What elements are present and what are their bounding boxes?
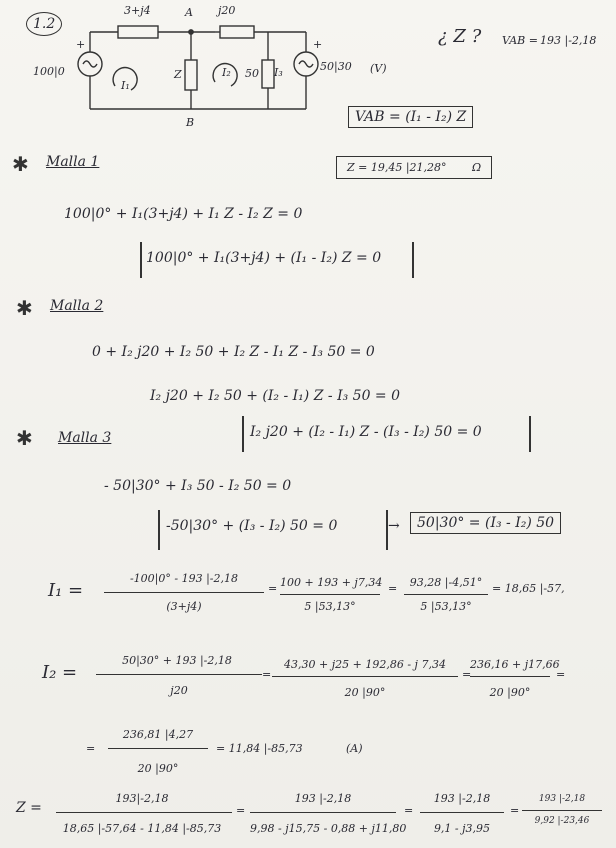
z-bar4 bbox=[522, 810, 602, 811]
mesh2-eq1: 0 + I₂ j20 + I₂ 50 + I₂ Z - I₁ Z - I₃ 50 = 0 bbox=[92, 344, 375, 360]
z-num1: 193|-2,18 bbox=[115, 792, 169, 805]
i1-result: = 18,65 |-57, bbox=[492, 582, 565, 595]
circuit-diagram bbox=[60, 4, 400, 114]
z-den4: 9,92 |-23,46 bbox=[534, 816, 590, 826]
z-bar3 bbox=[420, 812, 504, 813]
given-value: 193 |-2,18 bbox=[540, 34, 597, 47]
i1-bar2 bbox=[280, 594, 380, 595]
given-label: VAB = bbox=[502, 34, 538, 47]
mesh1-title: Malla 1 bbox=[46, 154, 100, 170]
z-result-box bbox=[336, 156, 492, 179]
vab-formula-box: VAB = (I₁ - I₂) Z bbox=[348, 106, 473, 128]
z-den3: 9,1 - j3,95 bbox=[433, 822, 491, 835]
source2-plus: + bbox=[313, 38, 323, 51]
i2-bar2 bbox=[272, 676, 458, 677]
source1-plus: + bbox=[76, 38, 86, 51]
i1-bar1 bbox=[104, 592, 264, 593]
i1-label-calc: I₁ = bbox=[48, 580, 84, 601]
mesh3-eq2: -50|30° + (I₃ - I₂) 50 = 0 bbox=[166, 518, 338, 534]
i1-bar3 bbox=[404, 594, 488, 595]
mesh1-eq2: 100|0° + I₁(3+j4) + (I₁ - I₂) Z = 0 bbox=[146, 250, 382, 266]
z-num3: 193 |-2,18 bbox=[433, 792, 491, 805]
z-bar1 bbox=[56, 812, 232, 813]
i1-num1: -100|0° - 193 |-2,18 bbox=[129, 572, 239, 585]
i2-den1: j20 bbox=[170, 684, 188, 697]
i2-bar1 bbox=[96, 674, 262, 675]
source2-label: 50|30 bbox=[320, 60, 352, 73]
mesh3-title: Malla 3 bbox=[58, 430, 112, 446]
i1-den2: 5 |53,13° bbox=[304, 600, 356, 613]
bullet-star-icon: ✱ bbox=[16, 426, 33, 450]
eq-sign: = bbox=[262, 668, 272, 681]
source2-unit: (V) bbox=[370, 62, 387, 75]
eq-sign: = bbox=[236, 804, 246, 817]
z-num4: 193 |-2,18 bbox=[538, 794, 586, 804]
eq-sign: = bbox=[86, 742, 96, 755]
i2-label: I₂ bbox=[222, 66, 231, 79]
node-a-label: A bbox=[185, 6, 193, 19]
eq-sign: = bbox=[268, 582, 278, 595]
i1-den1: (3+j4) bbox=[166, 600, 202, 613]
z-den2: 9,98 - j15,75 - 0,88 + j11,80 bbox=[250, 822, 407, 835]
z-label: Z bbox=[174, 68, 182, 81]
bullet-star-icon: ✱ bbox=[12, 152, 29, 176]
i3-label: I₃ bbox=[274, 66, 283, 79]
i2-den2: 20 |90° bbox=[344, 686, 386, 699]
z-num2: 193 |-2,18 bbox=[294, 792, 352, 805]
eq-sign: = bbox=[462, 668, 472, 681]
mesh2-eq3: I₂ j20 + (I₂ - I₁) Z - (I₃ - I₂) 50 = 0 bbox=[250, 424, 482, 440]
eq-sign: = bbox=[510, 804, 520, 817]
i2-den3: 20 |90° bbox=[489, 686, 531, 699]
i1-den3: 5 |53,13° bbox=[420, 600, 472, 613]
i1-num2: 100 + 193 + j7,34 bbox=[280, 576, 383, 589]
problem-number: 1.2 bbox=[26, 12, 62, 36]
i2-num2: 43,30 + j25 + 192,86 - j 7,34 bbox=[284, 658, 446, 671]
mesh2-eq2: I₂ j20 + I₂ 50 + (I₂ - I₁) Z - I₃ 50 = 0 bbox=[150, 388, 401, 404]
question-text: ¿ Z ? bbox=[438, 26, 482, 47]
i2-num4: 236,81 |4,27 bbox=[122, 728, 194, 741]
i2-unit: (A) bbox=[346, 742, 363, 755]
i2-num1: 50|30° + 193 |-2,18 bbox=[122, 654, 232, 667]
mesh2-title: Malla 2 bbox=[50, 298, 104, 314]
i2-num3: 236,16 + j17,66 bbox=[470, 658, 560, 671]
z-bar2 bbox=[250, 812, 396, 813]
r50-label: 50 bbox=[245, 67, 259, 80]
z1-label: 3+j4 bbox=[124, 4, 151, 17]
i2-result: = 11,84 |-85,73 bbox=[216, 742, 303, 755]
mesh3-eq3-box: 50|30° = (I₃ - I₂) 50 bbox=[410, 512, 561, 534]
i1-label: I₁ bbox=[121, 79, 130, 92]
i2-den4: 20 |90° bbox=[137, 762, 179, 775]
eq-sign: = bbox=[556, 668, 566, 681]
z-label-calc: Z = bbox=[16, 800, 42, 816]
mesh3-arrow: → bbox=[388, 518, 400, 534]
i2-label-calc: I₂ = bbox=[42, 662, 78, 683]
eq-sign: = bbox=[388, 582, 398, 595]
z-result-text: Z = 19,45 |21,28° bbox=[347, 161, 447, 174]
z-den1: 18,65 |-57,64 - 11,84 |-85,73 bbox=[62, 822, 222, 835]
mesh1-eq1: 100|0° + I₁(3+j4) + I₁ Z - I₂ Z = 0 bbox=[64, 206, 303, 222]
z-result-unit: Ω bbox=[472, 161, 482, 174]
node-b-label: B bbox=[186, 116, 195, 129]
i2-bar3 bbox=[470, 676, 550, 677]
i2-bar4 bbox=[108, 748, 208, 749]
mesh3-eq1: - 50|30° + I₃ 50 - I₂ 50 = 0 bbox=[104, 478, 292, 494]
source1-label: 100|0 bbox=[33, 65, 65, 78]
bullet-star-icon: ✱ bbox=[16, 296, 33, 320]
eq-sign: = bbox=[404, 804, 414, 817]
z2-label: j20 bbox=[218, 4, 236, 17]
i1-num3: 93,28 |-4,51° bbox=[409, 576, 483, 589]
